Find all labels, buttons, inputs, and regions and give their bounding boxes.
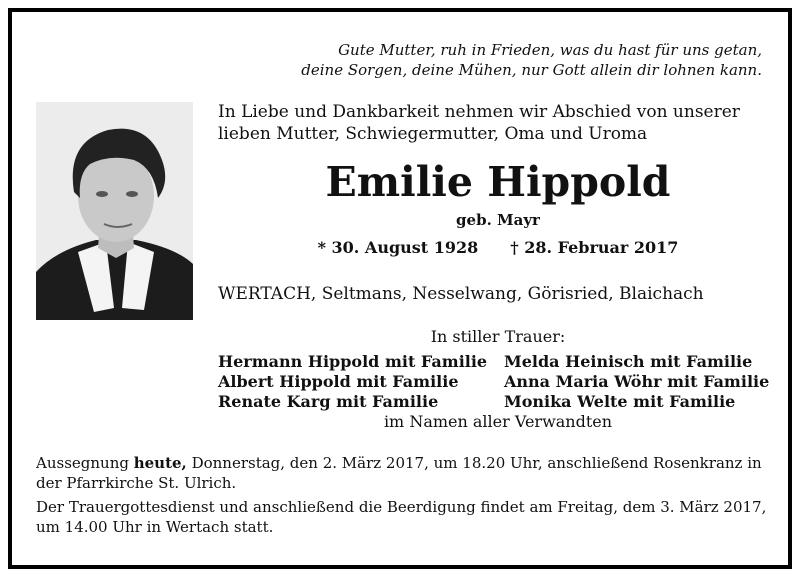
blessing-today: heute, bbox=[133, 454, 187, 472]
blessing-text-start: Aussegnung bbox=[36, 454, 134, 472]
mourner-name: Anna Maria Wöhr mit Familie bbox=[504, 372, 770, 391]
mourner-name: Melda Heinisch mit Familie bbox=[504, 352, 753, 371]
birth-name: geb. Mayr bbox=[456, 211, 540, 229]
mourners-row bbox=[218, 352, 788, 372]
service-details bbox=[36, 453, 786, 541]
intro-text bbox=[218, 101, 778, 145]
portrait-photo bbox=[36, 102, 193, 320]
blessing-paragraph bbox=[36, 453, 786, 493]
mourning-label: In stiller Trauer: bbox=[430, 327, 566, 346]
poem-line: deine Sorgen, deine Mühen, nur Gott allein dir lohnen kann. bbox=[301, 61, 762, 79]
blessing-text-end: Donnerstag, den 2. März 2017, um 18.20 Uhr, anschließend Rosenkranz in der Pfarrkirche St. Ulrich. bbox=[36, 454, 762, 492]
mourners-row bbox=[218, 392, 788, 412]
deceased-name: Emilie Hippold bbox=[325, 158, 671, 206]
places-list: WERTACH, Seltmans, Nesselwang, Görisried, Blaichach bbox=[218, 284, 704, 304]
mourner-name: Monika Welte mit Familie bbox=[504, 392, 736, 411]
memorial-poem bbox=[162, 40, 762, 80]
mourners-list bbox=[218, 352, 788, 412]
birth-date: * 30. August 1928 bbox=[317, 238, 479, 257]
obituary-notice bbox=[8, 8, 792, 569]
relatives-closing: im Namen aller Verwandten bbox=[383, 412, 613, 431]
mourners-row bbox=[218, 372, 788, 392]
poem-line: Gute Mutter, ruh in Frieden, was du hast für uns getan, bbox=[338, 41, 762, 59]
intro-line: lieben Mutter, Schwiegermutter, Oma und Uroma bbox=[218, 124, 648, 144]
funeral-paragraph: Der Trauergottesdienst und anschließend die Beerdigung findet am Freitag, dem 3. März 2017, um 14.00 Uhr in Wertach statt. bbox=[36, 498, 767, 536]
intro-line: In Liebe und Dankbarkeit nehmen wir Abschied von unserer bbox=[218, 102, 740, 122]
mourner-name: Hermann Hippold mit Familie bbox=[218, 352, 488, 371]
mourner-name: Renate Karg mit Familie bbox=[218, 392, 439, 411]
death-date: † 28. Februar 2017 bbox=[510, 238, 679, 257]
mourner-name: Albert Hippold mit Familie bbox=[218, 372, 459, 391]
life-dates bbox=[218, 238, 778, 257]
